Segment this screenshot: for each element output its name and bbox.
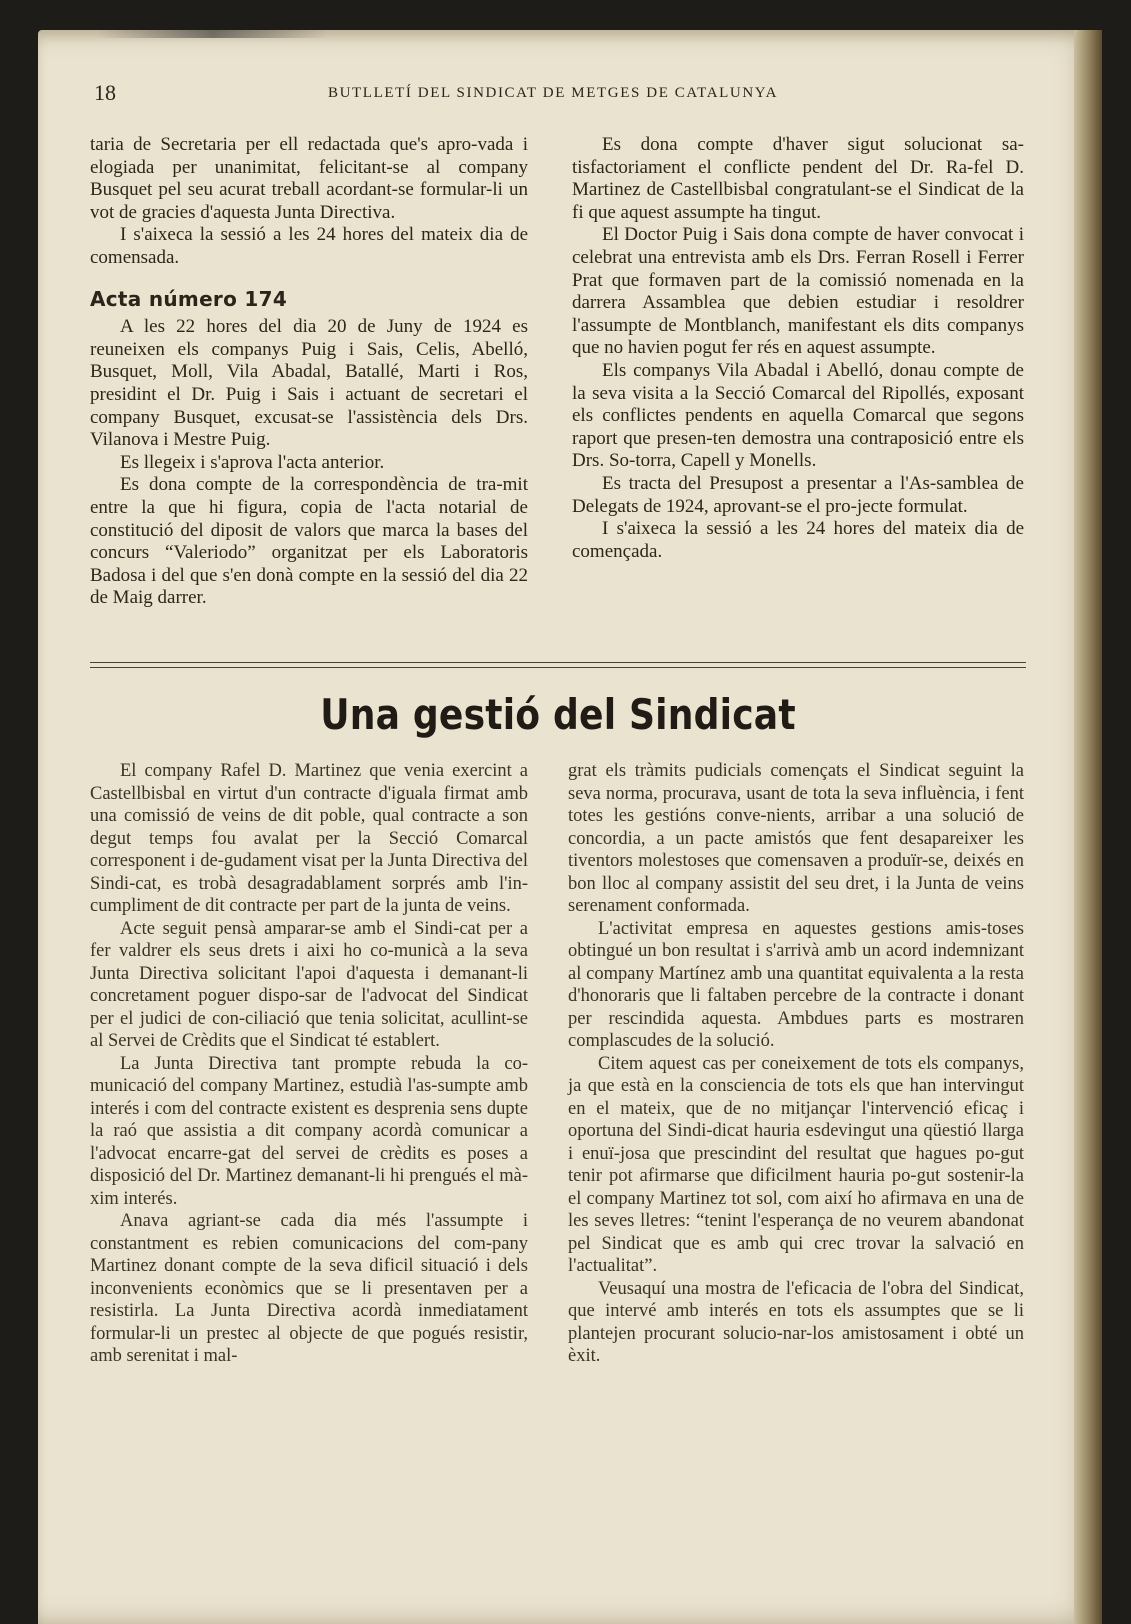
book-spine [1074,30,1102,1624]
page-header [88,80,1018,106]
article-title: Una gestió del Sindicat [320,690,796,739]
binding-tape-mark [98,30,328,38]
paragraph: El company Rafel D. Martinez que venia exercint a Castellbisbal en virtut d'un contracte d'iguala firmat amb una comissió de veins de dit poble, qual contracte a son degut temps fou avalat per la Secció Comarcal corresponent i de-gudament visat per la Junta Directiva del Sindi-cat, es trobà desagradablament sorprés amb l'in-cumpliment de dit contracte per part de la junta de veins. [90,761,528,916]
paragraph: taria de Secretaria per ell redactada que's apro-vada i elogiada per unanimitat, felicitant-se al company Busquet pel seu acurat treball acordant-se formular-li un vot de gracies d'aquesta Junta Directiva. [90,134,528,223]
article-left-column [90,760,528,1368]
paragraph: Veusaquí una mostra de l'eficacia de l'obra del Sindicat, que intervé amb interés en tots els assumptes que se li plantejen procurant solucio-nar-los amistosament i obté un èxit. [568,1278,1024,1366]
paragraph: Els companys Vila Abadal i Abelló, donau compte de la seva visita a la Secció Comarcal del Ripollés, exposant els conflictes pendents en aquella Comarcal que segons raport que presen-ten demostra una contraposició entre els Drs. So-torra, Capell y Monells. [572,359,1024,472]
paragraph: I s'aixeca la sessió a les 24 hores del mateix dia de comensada. [90,224,528,268]
paragraph: Es dona compte d'haver sigut solucionat sa-tisfactoriament el conflicte pendent del Dr. Ra-fel D. Martinez de Castellbisbal congratulant-se el Sindicat de la fi que aquest assumpte ha tingut. [572,134,1024,223]
paragraph: grat els tràmits pudicials començats el Sindicat seguint la seva norma, procurava, usant de tota la seva influència, i fent totes les gestións conve-nients, arribar a una solució de concordia, a un pacte amistós que fent desapareixer les tiventors molestoses que comensaven a produïr-se, deixés en bon lloc al company assistit del seu dret, i la Junta de veins serenament conformada. [568,761,1024,916]
minutes-left-column [90,134,528,610]
paragraph: I s'aixeca la sessió a les 24 hores del mateix dia de començada. [572,518,1024,562]
running-head: BUTLLETÍ DEL SINDICAT DE METGES DE CATALUNYA [328,85,778,101]
section-heading: Acta número 174 [90,286,288,311]
paragraph: El Doctor Puig i Sais dona compte de haver convocat i celebrat una entrevista amb els Drs. Ferran Rosell i Ferrer Prat que formaven part de la comissió nomenada en la darrera Assamblea que debien estudiar i resoldrer l'assumpte de Montblanch, manifestant els dits companys que no havien pogut fer rés en aquest assumpte. [572,224,1024,359]
paragraph: L'activitat empresa en aquestes gestions amis-toses obtingué un bon resultat i s'arrivà amb un acord indemnizant al company Martínez amb una quantitat equivalenta a la resta d'honoraris que li faltaben percebre de la contracte i donant per rescindida aquesta. Ambdues parts es mostraren complascudes de la solució. [568,918,1024,1051]
minutes-right-column [572,134,1024,563]
article-right-column [568,760,1024,1368]
section-divider [90,667,1026,668]
paragraph: Acte seguit pensà amparar-se amb el Sindi-cat per a fer valdrer els seus drets i aixi ho co-municà a la seva Junta Directiva solicitant l'apoi d'aquesta i demanant-li concretament poguer dispo-sar de l'advocat del Sindicat per el judici de con-ciliació que tenia solicitat, acullint-se al Servei de Crèdits que el Sindicat té establert. [90,918,528,1051]
paragraph: Es dona compte de la correspondència de tra-mit entre la que hi figura, copia de l'acta notarial de constitució del diposit de valors que marca la bases del concurs “Valeriodo” organitzat per els Laboratoris Badosa i del que s'en donà compte en la sessió del dia 22 de Maig darrer. [90,474,528,609]
paragraph: Es llegeix i s'aprova l'acta anterior. [120,451,385,473]
paragraph: A les 22 hores del dia 20 de Juny de 1924 es reuneixen els companys Puig i Sais, Celis, Abelló, Busquet, Moll, Vila Abadal, Batallé, Marti i Ros, presidint el Dr. Puig i Sais i actuant de secretari el company Busquet, excusat-se l'assistència dels Drs. Vilanova i Mestre Puig. [90,316,528,451]
paragraph: La Junta Directiva tant prompte rebuda la co-municació del company Martinez, estudià l'as-sumpte amb interés i com del contracte existent es desprenia sens dupte la raó que assistia a dit company acordà comunicar a l'advocat encarre-gat del servei de crèdits es poses a disposició del Dr. Martinez demanant-li hi prengués el mà-xim interés. [90,1053,528,1209]
page-number: 18 [94,80,116,105]
paragraph: Anava agriant-se cada dia més l'assumpte i constantment es rebien comunicacions del com-pany Martinez donant compte de la seva dificil situació i dels inconvenients econòmics que se li presentaven per a resistirla. La Junta Directiva acordà inmediatament formular-li un prestec al objecte de que pogués resistir, amb serenitat i mal- [90,1211,528,1366]
paragraph: Citem aquest cas per coneixement de tots els companys, ja que està en la consciencia de tots els que han intervingut en el mateix, que de no mitjançar l'intervenció eficaç i oportuna del Sindi-dicat hauria esdevingut una qüestió llarga i enuï-josa que prescindint del resultat que hagues po-gut tenir pot afirmarse que dificilment hauria po-gut sostenir-la el company Martinez tot sol, com així ho afirmava en una de les seves lletres: “tenint l'esperança de no veurem abandonat pel Sindicat que es amb qui crec trovar la salvació en l'actualitat”. [568,1053,1024,1276]
paragraph: Es tracta del Presupost a presentar a l'As-samblea de Delegats de 1924, aprovant-se el pro-jecte formulat. [572,472,1024,517]
section-divider [90,662,1026,663]
